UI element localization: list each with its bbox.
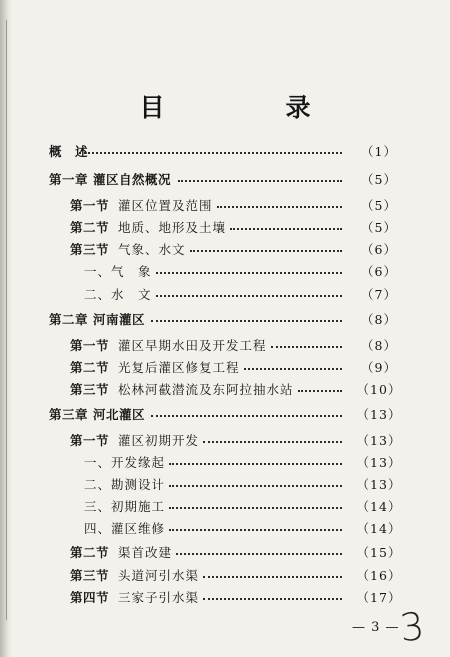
toc-entry-label: 第三节 [70, 568, 110, 583]
toc-page-value: 6 [374, 242, 384, 257]
toc-page-number: （5） [361, 220, 397, 235]
toc-subsection-entry[interactable] [84, 475, 412, 495]
toc-leader-dots [271, 346, 343, 348]
toc-leader-dots [169, 485, 342, 487]
toc-entry-title: 光复后灌区修复工程 [118, 360, 240, 375]
toc-section-entry[interactable] [70, 218, 412, 238]
toc-page-value: 14 [370, 499, 388, 514]
toc-entry-label: 第三节 [70, 382, 110, 397]
toc-entry-title: 河南灌区 [93, 312, 146, 327]
toc-page-number: （5） [361, 198, 397, 213]
toc-entry-title: 三、初期施工 [84, 499, 166, 514]
toc-leader-dots [169, 529, 342, 531]
toc-page-number: （8） [361, 338, 397, 353]
toc-page-number: （13） [356, 455, 402, 470]
toc-entry-title: 灌区位置及范围 [118, 198, 213, 213]
toc-page-value: 1 [374, 144, 384, 159]
toc-leader-dots [203, 441, 342, 443]
toc-section-entry[interactable] [70, 566, 412, 586]
toc-page-number: （5） [361, 172, 397, 187]
toc-entry-label: 第一节 [70, 338, 110, 353]
toc-page-number: （13） [356, 477, 402, 492]
toc-entry-title: 河北灌区 [93, 407, 146, 422]
page-title: 目 录 [139, 93, 359, 122]
toc-page-value: 15 [370, 545, 388, 560]
toc-page-value: 13 [370, 433, 388, 448]
toc-chapter-entry[interactable] [49, 170, 412, 190]
toc-leader-dots [244, 368, 343, 370]
toc-leader-dots [169, 507, 342, 509]
toc-page-number: （13） [356, 433, 402, 448]
toc-leader-dots [151, 415, 342, 417]
toc-entry-title: 三家子引水渠 [118, 590, 200, 605]
toc-section-entry[interactable] [70, 431, 412, 451]
toc-page-number: （8） [361, 312, 397, 327]
toc-page-value: 14 [370, 521, 388, 536]
toc-leader-dots [151, 320, 342, 322]
toc-page-value: 8 [374, 312, 384, 327]
toc-page-number: （16） [356, 568, 402, 583]
toc-entry-title: 二、勘测设计 [84, 477, 166, 492]
toc-leader-dots [169, 463, 342, 465]
toc-page-value: 16 [370, 568, 388, 583]
toc-entry-label: 第一节 [70, 198, 110, 213]
toc-entry-title: 灌区初期开发 [118, 433, 200, 448]
toc-page-number: （10） [356, 382, 402, 397]
toc-page-value: 9 [374, 360, 384, 375]
page-number: — 3 — [352, 620, 400, 635]
toc-leader-dots [217, 206, 343, 208]
toc-leader-dots [298, 390, 343, 392]
toc-page-value: 13 [370, 455, 388, 470]
toc-page-number: （14） [356, 521, 402, 536]
toc-entry-title: 二、水 文 [84, 287, 152, 302]
toc-entry-label: 第二节 [70, 220, 110, 235]
toc-page-number: （9） [361, 360, 397, 375]
toc-page-value: 10 [370, 382, 388, 397]
toc-leader-dots [156, 295, 343, 297]
toc-section-entry[interactable] [70, 240, 412, 260]
toc-entry-title: 灌区自然概况 [93, 172, 172, 187]
toc-entry-title: 头道河引水渠 [118, 568, 200, 583]
toc-subsection-entry[interactable] [84, 262, 412, 282]
toc-entry-label: 第四节 [70, 590, 110, 605]
toc-page-value: 7 [374, 287, 384, 302]
toc-page-number: （1） [361, 144, 397, 159]
toc-section-entry[interactable] [70, 588, 412, 608]
toc-page-number: （6） [361, 264, 397, 279]
toc-section-entry[interactable] [70, 543, 412, 563]
toc-section-entry[interactable] [70, 358, 412, 378]
toc-entry-title: 一、气 象 [84, 264, 152, 279]
toc-entry-title: 灌区早期水田及开发工程 [118, 338, 267, 353]
toc-page-value: 8 [374, 338, 384, 353]
toc-page-number: （7） [361, 287, 397, 302]
toc-page-value: 5 [374, 198, 384, 213]
toc-section-entry[interactable] [70, 196, 412, 216]
toc-leader-dots [203, 576, 342, 578]
toc-section-entry[interactable] [70, 380, 412, 400]
toc-chapter-entry[interactable] [49, 142, 412, 162]
toc-entry-title: 地质、地形及土壤 [118, 220, 227, 235]
toc-page-value: 6 [374, 264, 384, 279]
toc-page-value: 5 [374, 172, 384, 187]
toc-leader-dots [230, 228, 342, 230]
toc-page-value: 13 [370, 477, 388, 492]
toc-page-number: （15） [356, 545, 402, 560]
toc-leader-dots [178, 180, 342, 182]
toc-leader-dots [79, 152, 342, 154]
toc-entry-title: 渠首改建 [118, 545, 173, 560]
toc-page-value: 5 [374, 220, 384, 235]
toc-entry-title: 四、灌区维修 [84, 521, 166, 536]
toc-entry-label: 第二节 [70, 360, 110, 375]
toc-chapter-entry[interactable] [49, 310, 412, 330]
toc-page-number: （13） [356, 407, 402, 422]
toc-entry-title: 气象、水文 [118, 242, 186, 257]
toc-page-number: （6） [361, 242, 397, 257]
toc-entry-title: 松林河截潜流及东阿拉抽水站 [118, 382, 294, 397]
toc-entry-label: 第一章 [49, 172, 89, 187]
toc-page-number: （14） [356, 499, 402, 514]
toc-leader-dots [176, 553, 342, 555]
handwritten-page-mark: 3 [397, 603, 427, 651]
toc-entry-label: 第三章 [49, 407, 89, 422]
toc-entry-title: 一、开发缘起 [84, 455, 166, 470]
toc-subsection-entry[interactable] [84, 285, 412, 305]
toc-subsection-entry[interactable] [84, 453, 412, 473]
toc-entry-label: 概 述 [49, 144, 89, 159]
toc-leader-dots [156, 272, 343, 274]
toc-entry-label: 第三节 [70, 242, 110, 257]
toc-chapter-entry[interactable] [49, 405, 412, 425]
toc-page-value: 13 [370, 407, 388, 422]
toc-leader-dots [190, 250, 343, 252]
toc-entry-label: 第二章 [49, 312, 89, 327]
toc-leader-dots [203, 598, 342, 600]
toc-entry-label: 第二节 [70, 545, 110, 560]
toc-entry-label: 第一节 [70, 433, 110, 448]
toc-section-entry[interactable] [70, 336, 412, 356]
toc-subsection-entry[interactable] [84, 519, 412, 539]
toc-page-value: 17 [370, 590, 388, 605]
toc-page-number: （17） [356, 590, 402, 605]
toc-subsection-entry[interactable] [84, 497, 412, 517]
